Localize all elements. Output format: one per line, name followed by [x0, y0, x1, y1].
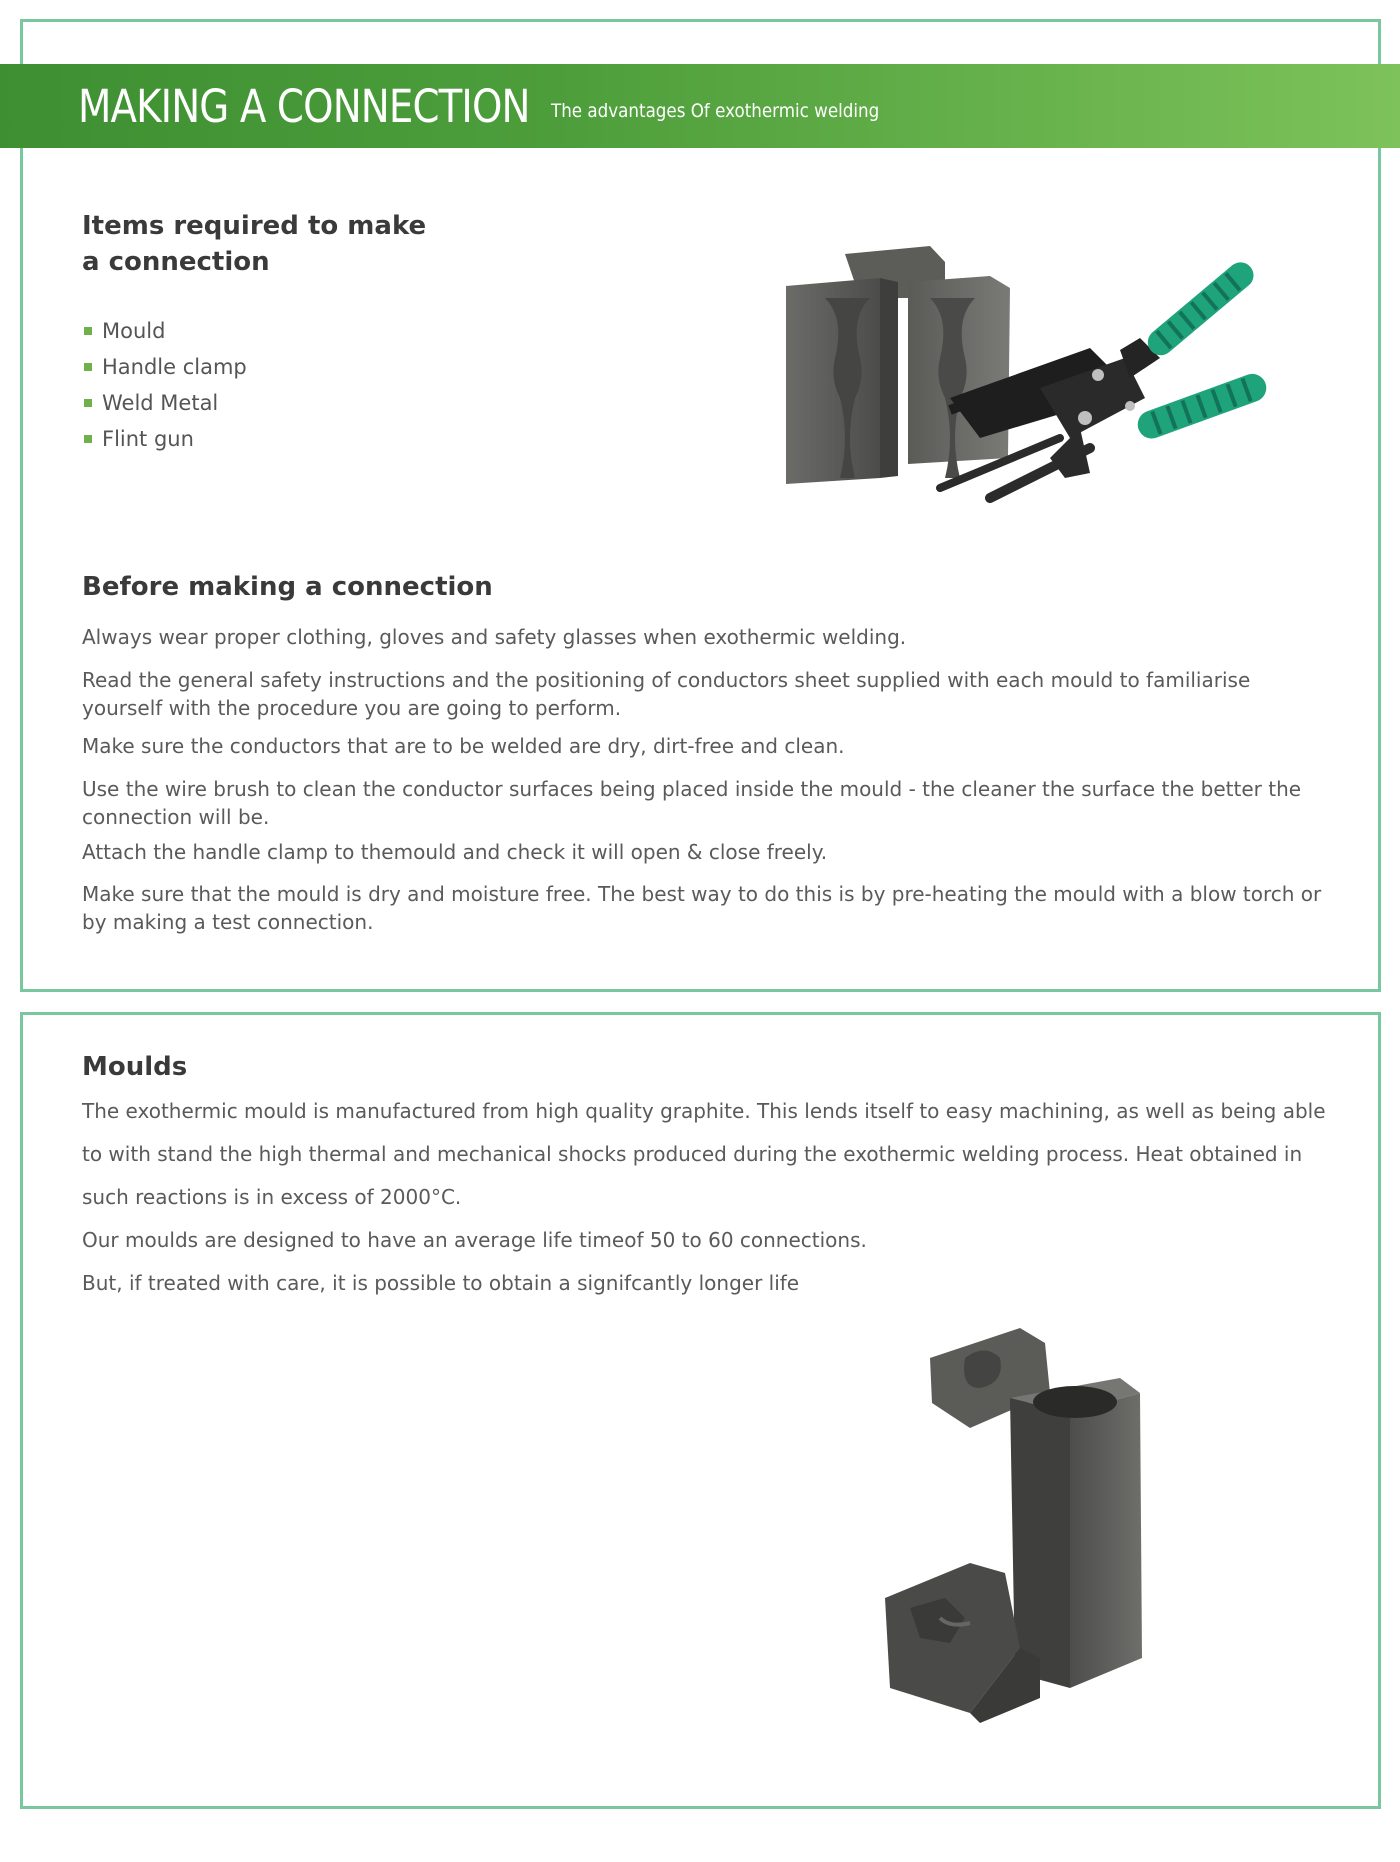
- paragraph: Our moulds are designed to have an average life timeof 50 to 60 connections.: [82, 1228, 867, 1252]
- graphite-mould-image: [870, 1318, 1190, 1728]
- header-banner: [0, 64, 1400, 148]
- list-item: [84, 313, 247, 349]
- bullet-square-icon: [84, 327, 92, 335]
- paragraph: Make sure that the mould is dry and moisture free. The best way to do this is by pre-heating the mould with a blow torch or by making a test connection.: [82, 882, 1322, 934]
- moulds-heading: Moulds: [82, 1052, 188, 1082]
- paragraph: Always wear proper clothing, gloves and safety glasses when exothermic welding.: [82, 625, 907, 649]
- paragraph: The exothermic mould is manufactured from high quality graphite. This lends itself to easy machining, as well as being able to with stand the high thermal and mechanical shocks produced during the exothermic welding process. Heat obtained in such reactions is in excess of 2000°C.: [82, 1099, 1326, 1209]
- paragraph: Attach the handle clamp to themould and check it will open & close freely.: [82, 840, 828, 864]
- bullet-square-icon: [84, 399, 92, 407]
- list-item: [84, 385, 247, 421]
- paragraph: Use the wire brush to clean the conductor surfaces being placed inside the mould - the cleaner the surface the better the connection will be.: [82, 777, 1302, 829]
- items-heading: Items required to make a connection: [82, 211, 427, 277]
- page-title: MAKING A CONNECTION: [78, 80, 530, 133]
- mould-with-handle-clamp-image: [780, 238, 1280, 558]
- before-heading: Before making a connection: [82, 572, 493, 602]
- list-item: [84, 349, 247, 385]
- bullet-square-icon: [84, 435, 92, 443]
- paragraph: Read the general safety instructions and the positioning of conductors sheet supplied with each mould to familiarise yourself with the procedure you are going to perform.: [82, 668, 1251, 720]
- list-item-label: Weld Metal: [102, 391, 219, 415]
- paragraph: Make sure the conductors that are to be welded are dry, dirt-free and clean.: [82, 734, 845, 758]
- list-item-label: Flint gun: [102, 427, 194, 451]
- list-item-label: Mould: [102, 319, 166, 343]
- items-list: [84, 313, 247, 457]
- page-subtitle: The advantages Of exothermic welding: [551, 100, 880, 122]
- bullet-square-icon: [84, 363, 92, 371]
- list-item: [84, 421, 247, 457]
- paragraph: But, if treated with care, it is possible to obtain a signifcantly longer life: [82, 1271, 800, 1295]
- list-item-label: Handle clamp: [102, 355, 247, 379]
